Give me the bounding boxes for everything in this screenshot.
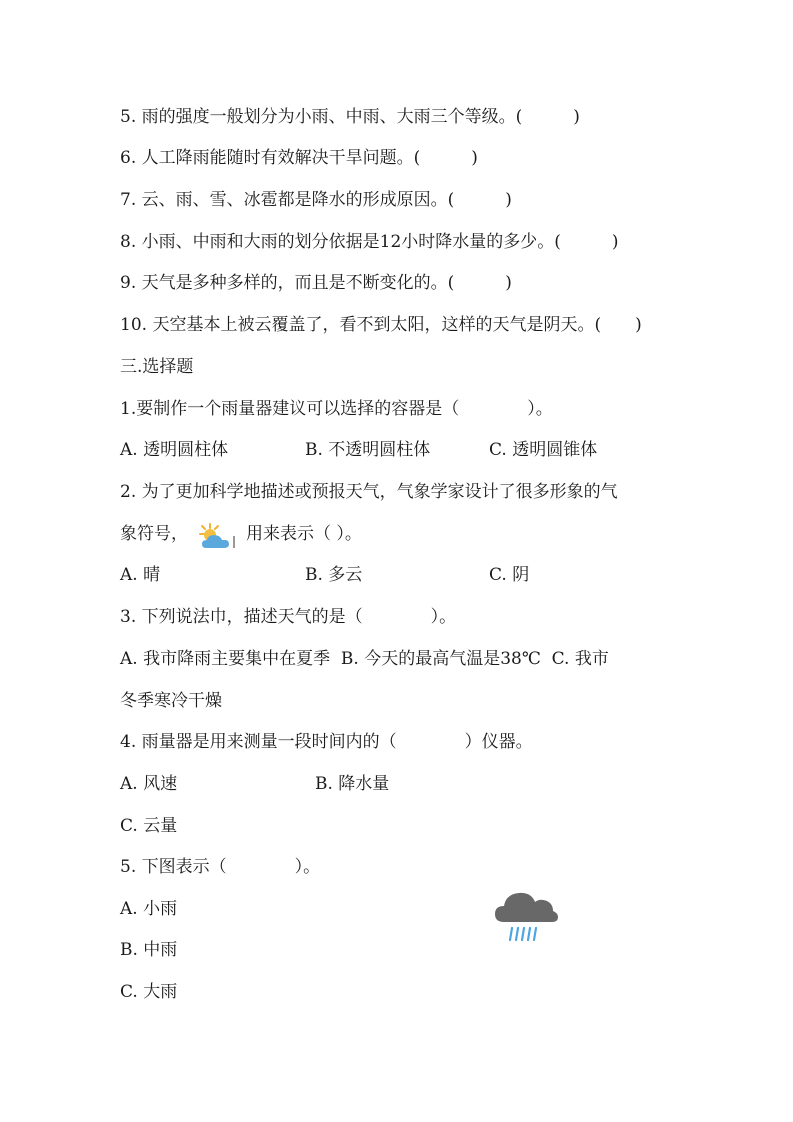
q3-options-line1: A. 我市降雨主要集中在夏季 B. 今天的最高气温是38℃ C. 我市 bbox=[120, 649, 609, 669]
q4-option-c: C. 云量 bbox=[120, 816, 178, 836]
q1-option-b: B. 不透明圆柱体 bbox=[305, 440, 431, 460]
judge-item-6: 6. 人工降雨能随时有效解决干旱问题。( ) bbox=[120, 148, 478, 168]
q1-option-a: A. 透明圆柱体 bbox=[120, 440, 229, 460]
q2-stem-line2-after: 用来表示（ ）。 bbox=[246, 524, 362, 544]
judge-item-9: 9. 天气是多种多样的，而且是不断变化的。( ) bbox=[120, 273, 512, 293]
q5-stem: 5. 下图表示（ ）。 bbox=[120, 857, 321, 877]
q2-option-c: C. 阴 bbox=[489, 565, 530, 585]
q5-option-b: B. 中雨 bbox=[120, 940, 178, 960]
q2-option-a: A. 晴 bbox=[120, 565, 161, 585]
q4-option-b: B. 降水量 bbox=[315, 774, 390, 794]
section-title: 三.选择题 bbox=[120, 357, 194, 377]
q3-stem: 3. 下列说法巾，描述天气的是（ ）。 bbox=[120, 607, 457, 627]
q2-stem-line1: 2. 为了更加科学地描述或预报天气，气象学家设计了很多形象的气 bbox=[120, 482, 618, 502]
q1-option-c: C. 透明圆锥体 bbox=[489, 440, 598, 460]
rain-cloud-icon bbox=[492, 884, 560, 946]
q5-option-a: A. 小雨 bbox=[120, 899, 178, 919]
q5-option-c: C. 大雨 bbox=[120, 982, 178, 1002]
judge-item-5: 5. 雨的强度一般划分为小雨、中雨、大雨三个等级。( ) bbox=[120, 107, 580, 127]
judge-item-7: 7. 云、雨、雪、冰雹都是降水的形成原因。( ) bbox=[120, 190, 512, 210]
q4-stem: 4. 雨量器是用来测量一段时间内的（ ）仪器。 bbox=[120, 732, 533, 752]
judge-item-10: 10. 天空基本上被云覆盖了，看不到太阳，这样的天气是阴天。( ) bbox=[120, 315, 642, 335]
q2-stem-line2-before: 象符号， bbox=[120, 524, 188, 544]
q2-option-b: B. 多云 bbox=[305, 565, 363, 585]
q3-options-line2: 冬季寒冷干燥 bbox=[120, 691, 222, 711]
judge-item-8: 8. 小雨、中雨和大雨的划分依据是12小时降水量的多少。( ) bbox=[120, 232, 619, 252]
partly-cloudy-icon bbox=[196, 522, 238, 552]
q4-option-a: A. 风速 bbox=[120, 774, 178, 794]
q1-stem: 1.要制作一个雨量器建议可以选择的容器是（ ）。 bbox=[120, 399, 553, 419]
